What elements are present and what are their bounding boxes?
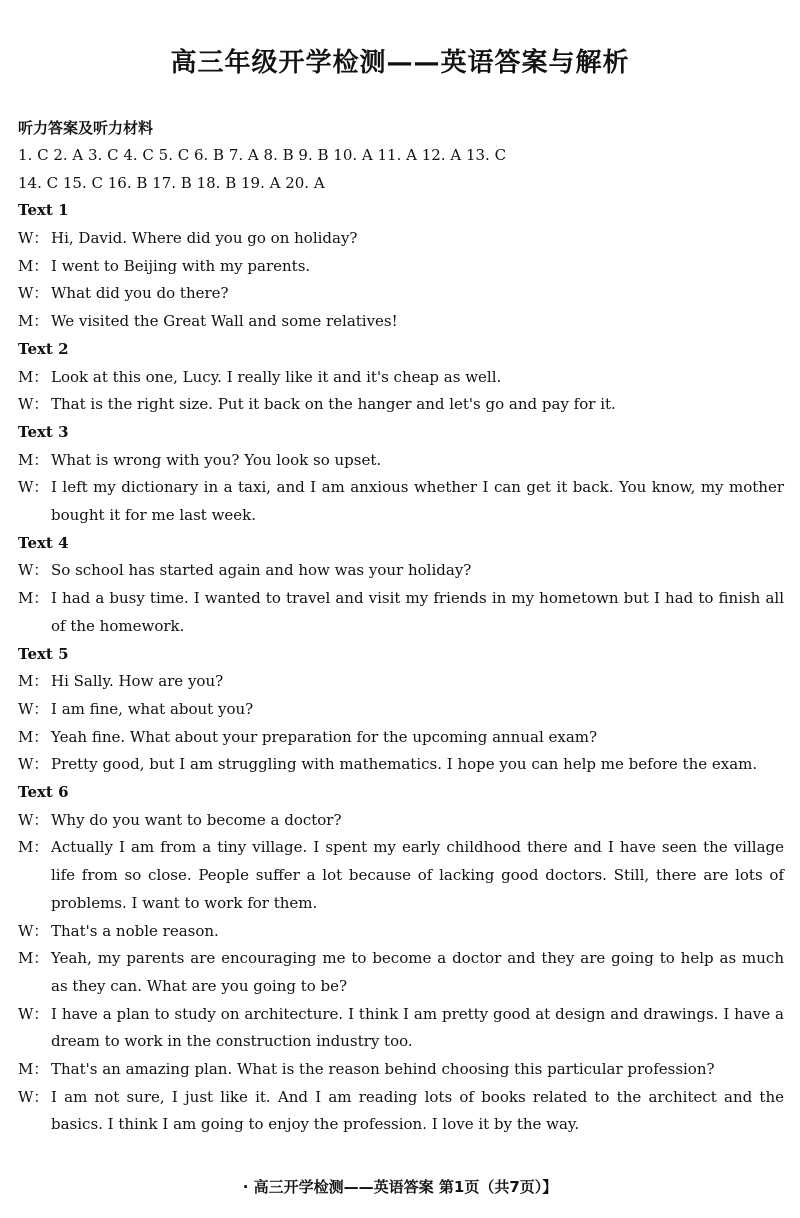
dialogue-line xyxy=(18,834,784,917)
dialogue-line xyxy=(18,447,784,475)
dialogue-text: Pretty good, but I am struggling with mathematics. I hope you can help me before the exam. xyxy=(51,755,758,774)
dialogue-text: That is the right size. Put it back on the hanger and let's go and pay for it. xyxy=(51,395,616,414)
text-block xyxy=(18,419,784,530)
page-title: 高三年级开学检测——英语答案与解析 xyxy=(170,48,630,78)
dialogue-line xyxy=(18,807,784,835)
answer-key-line-2: 14. C 15. C 16. B 17. B 18. B 19. A 20. A xyxy=(18,173,325,192)
dialogue-line xyxy=(18,557,784,585)
speaker-label: M： xyxy=(18,450,49,469)
dialogue-line xyxy=(18,1056,784,1084)
dialogue-line xyxy=(18,253,784,281)
dialogue-text: Hi Sally. How are you? xyxy=(51,672,224,691)
text-label: Text 2 xyxy=(18,339,69,358)
dialogue-text: That's an amazing plan. What is the reason behind choosing this particular profession? xyxy=(51,1060,715,1079)
speaker-label: W： xyxy=(18,1004,49,1023)
dialogue-line xyxy=(18,225,784,253)
text-block xyxy=(18,779,784,1139)
speaker-label: W： xyxy=(18,755,49,774)
speaker-label: W： xyxy=(18,921,49,940)
dialogue-text: We visited the Great Wall and some relatives! xyxy=(51,312,398,331)
dialogue-line xyxy=(18,1084,784,1139)
dialogue-line xyxy=(18,1001,784,1056)
dialogue-text: I am fine, what about you? xyxy=(51,699,254,718)
dialogue-text: I left my dictionary in a taxi, and I am anxious whether I can get it back. You know, my mother bought it for me last week. xyxy=(51,478,784,525)
text-label: Text 4 xyxy=(18,533,69,552)
dialogue-line xyxy=(18,918,784,946)
speaker-label: M： xyxy=(18,727,49,746)
text-block xyxy=(18,336,784,419)
dialogue-text: I have a plan to study on architecture. I think I am pretty good at design and drawings. I have a dream to work in the construction industry too. xyxy=(51,1004,784,1051)
text-block xyxy=(18,197,784,336)
dialogue-line xyxy=(18,280,784,308)
dialogue-text: Actually I am from a tiny village. I spent my early childhood there and I have seen the village life from so close. People suffer a lot because of lacking good doctors. Still, there are lots of problems. I want to work for them. xyxy=(51,838,784,912)
speaker-label: M： xyxy=(18,367,49,386)
speaker-label: M： xyxy=(18,838,49,857)
dialogue-text: Look at this one, Lucy. I really like it and it's cheap as well. xyxy=(51,367,502,386)
dialogue-text: Hi, David. Where did you go on holiday? xyxy=(51,229,358,248)
dialogue-text: So school has started again and how was your holiday? xyxy=(51,561,472,580)
dialogue-line xyxy=(18,308,784,336)
speaker-label: W： xyxy=(18,284,49,303)
dialogue-line xyxy=(18,945,784,1000)
text-label: Text 1 xyxy=(18,201,69,220)
dialogue-text: I am not sure, I just like it. And I am reading lots of books related to the architect and the basics. I think I am going to enjoy the profession. I love it by the way. xyxy=(51,1087,784,1134)
speaker-label: M： xyxy=(18,256,49,275)
speaker-label: W： xyxy=(18,810,49,829)
listening-section xyxy=(18,114,784,1139)
dialogue-line xyxy=(18,391,784,419)
dialogue-text: What is wrong with you? You look so upset. xyxy=(51,450,382,469)
speaker-label: W： xyxy=(18,229,49,248)
dialogue-line xyxy=(18,364,784,392)
text-label: Text 5 xyxy=(18,644,69,663)
text-block xyxy=(18,530,784,641)
page-footer: · 高三开学检测——英语答案 第1页（共7页）】 xyxy=(242,1178,558,1196)
speaker-label: W： xyxy=(18,561,49,580)
dialogue-text: Yeah fine. What about your preparation for the upcoming annual exam? xyxy=(51,727,598,746)
text-label: Text 6 xyxy=(18,783,69,802)
dialogue-line xyxy=(18,585,784,640)
dialogue-text: What did you do there? xyxy=(51,284,229,303)
section-heading: 听力答案及听力材料 xyxy=(18,119,154,137)
speaker-label: M： xyxy=(18,589,49,608)
speaker-label: M： xyxy=(18,949,49,968)
dialogue-line xyxy=(18,724,784,752)
dialogue-text: That's a noble reason. xyxy=(51,921,219,940)
answer-key-line-1: 1. C 2. A 3. C 4. C 5. C 6. B 7. A 8. B 9. B 10. A 11. A 12. A 13. C xyxy=(18,146,507,164)
speaker-label: W： xyxy=(18,395,49,414)
dialogue-text: Yeah, my parents are encouraging me to become a doctor and they are going to help as much as they can. What are you going to be? xyxy=(51,949,784,995)
speaker-label: W： xyxy=(18,1087,49,1106)
speaker-label: W： xyxy=(18,478,49,497)
dialogue-text: Why do you want to become a doctor? xyxy=(51,810,342,829)
dialogue-line xyxy=(18,696,784,724)
dialogue-line xyxy=(18,668,784,696)
dialogue-text: I went to Beijing with my parents. xyxy=(51,256,311,275)
speaker-label: M： xyxy=(18,312,49,331)
dialogue-text: I had a busy time. I wanted to travel and visit my friends in my hometown but I had to finish all of the homework. xyxy=(51,589,784,635)
speaker-label: M： xyxy=(18,1060,49,1079)
text-block xyxy=(18,641,784,780)
speaker-label: M： xyxy=(18,672,49,691)
dialogue-line xyxy=(18,751,784,779)
speaker-label: W： xyxy=(18,699,49,718)
dialogue-line xyxy=(18,474,784,529)
text-label: Text 3 xyxy=(18,422,69,441)
